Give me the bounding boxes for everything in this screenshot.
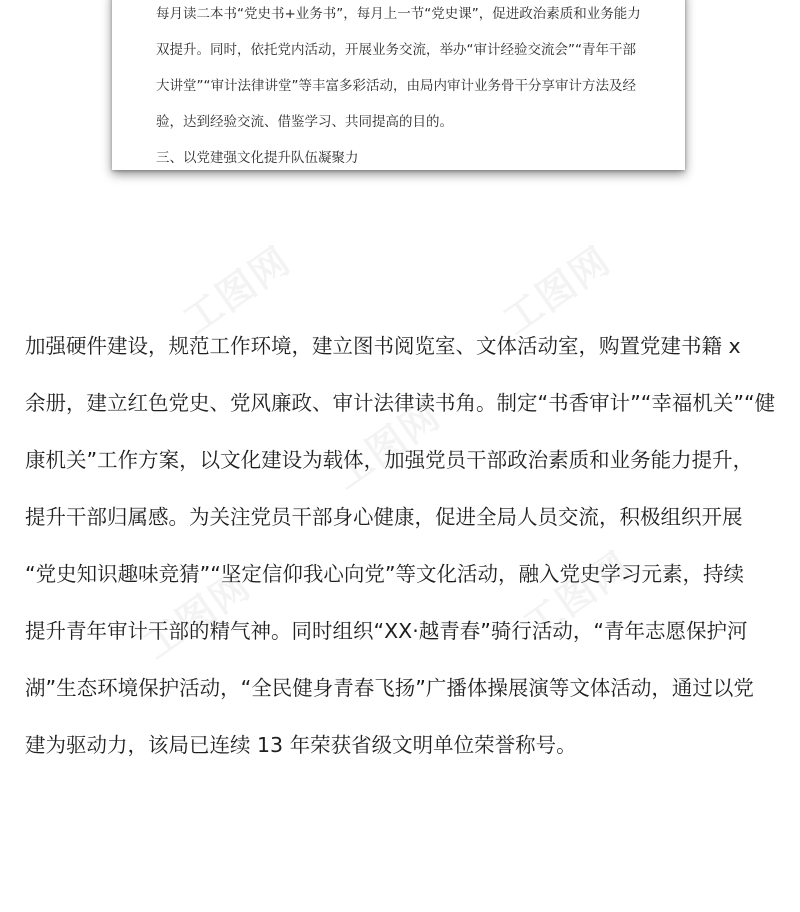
watermark: 工图网 <box>325 392 449 498</box>
body-text-line: 提升干部归属感。为关注党员干部身心健康，促进全局人员交流，积极组织开展 <box>25 505 743 529</box>
body-text-line: “党史知识趣味竞猜”“坚定信仰我心向党”等文化活动，融入党史学习元素，持续 <box>25 562 744 586</box>
body-text-line: 余册，建立红色党史、党风廉政、审计法律读书角。制定“书香审计”“幸福机关”“健 <box>25 391 776 415</box>
body-text-line: 湖”生态环境保护活动，“全民健身青春飞扬”广播体操展演等文体活动，通过以党 <box>25 676 754 700</box>
document-preview-card <box>112 0 685 170</box>
card-section-heading: 三、以党建强文化提升队伍凝聚力 <box>156 150 359 166</box>
watermark: 工图网 <box>135 562 259 668</box>
body-text-line: 提升青年审计干部的精气神。同时组织“XX·越青春”骑行活动，“青年志愿保护河 <box>25 619 748 643</box>
watermark: 工图网 <box>495 237 619 343</box>
watermark: 工图网 <box>515 542 639 648</box>
card-text-line: 双提升。同时，依托党内活动，开展业务交流，举办“审计经验交流会”“青年干部 <box>156 42 636 58</box>
card-text-line: 验，达到经验交流、借鉴学习、共同提高的目的。 <box>156 114 453 130</box>
card-text-line: 大讲堂”“审计法律讲堂”等丰富多彩活动，由局内审计业务骨干分享审计方法及经 <box>156 78 636 94</box>
body-text-line: 加强硬件建设，规范工作环境，建立图书阅览室、文体活动室，购置党建书籍 x <box>25 334 741 358</box>
body-text-line: 建为驱动力，该局已连续 13 年荣获省级文明单位荣誉称号。 <box>25 733 577 757</box>
watermark: 工图网 <box>175 237 299 343</box>
body-text-line: 康机关”工作方案，以文化建设为载体，加强党员干部政治素质和业务能力提升， <box>25 448 754 472</box>
card-text-line: 每月读二本书“党史书+业务书”，每月上一节“党史课”，促进政治素质和业务能力 <box>156 6 641 22</box>
